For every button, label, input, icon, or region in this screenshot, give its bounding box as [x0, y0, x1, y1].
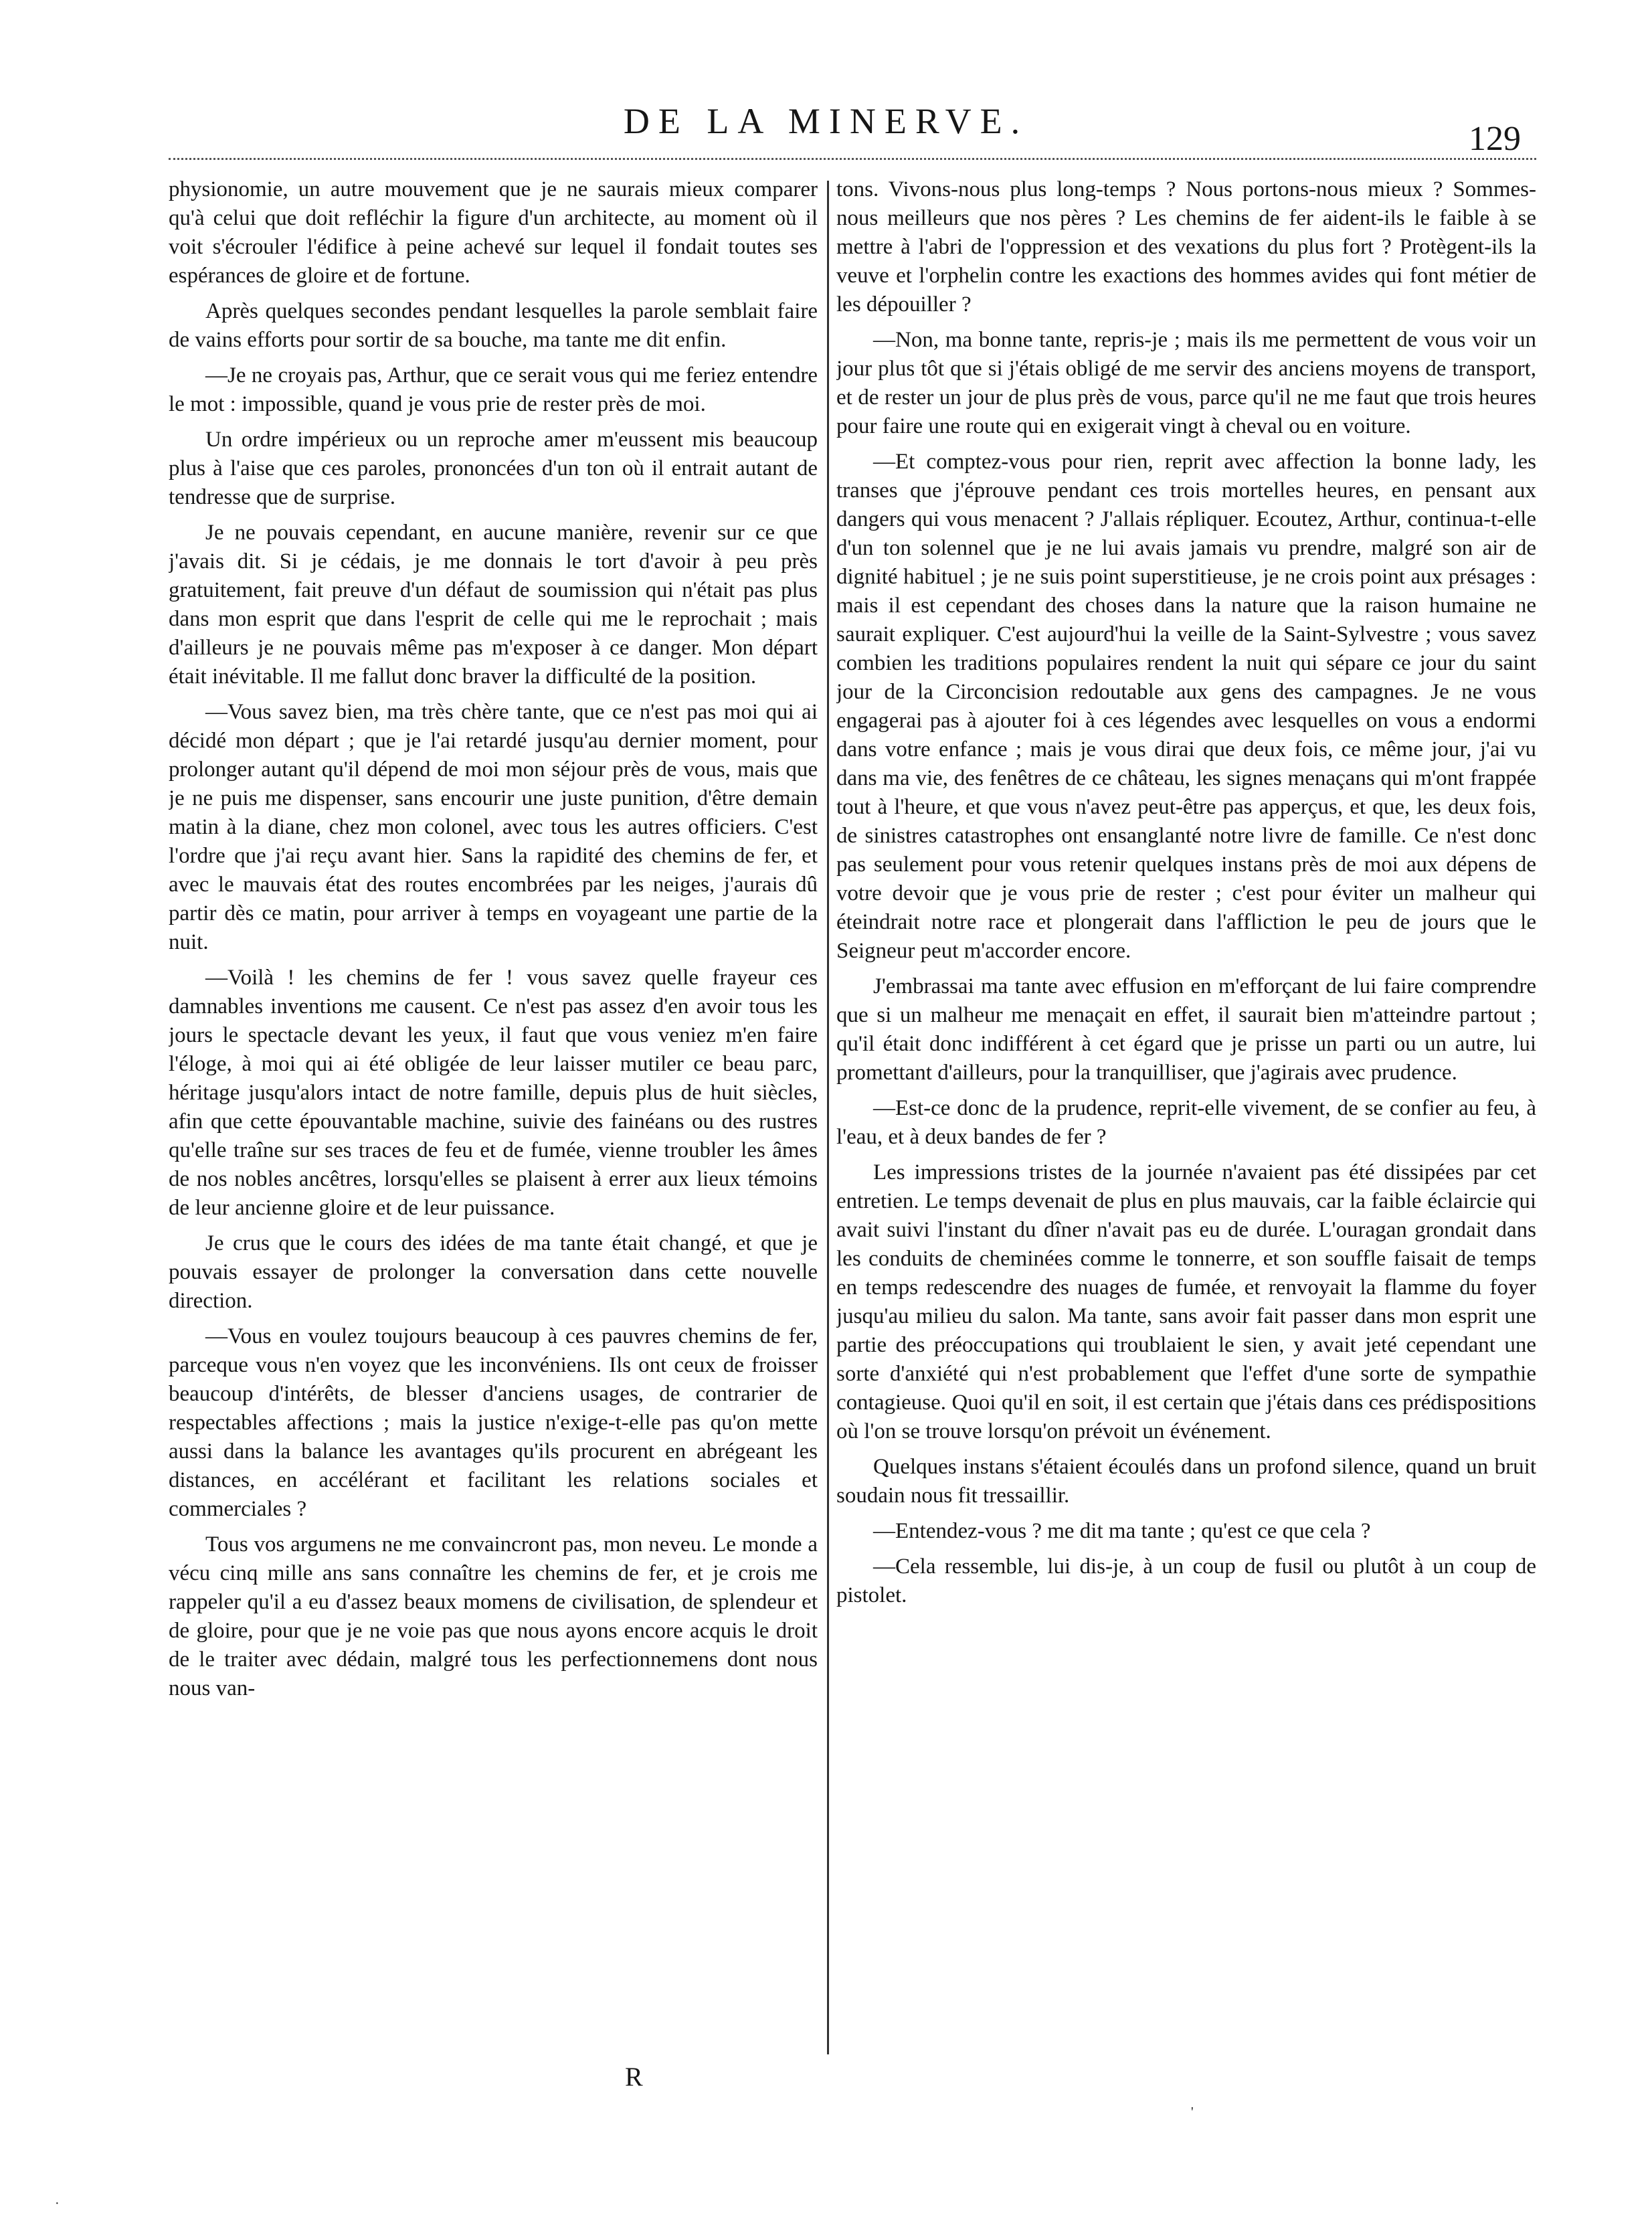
paragraph: —Est-ce donc de la prudence, reprit-elle vivement, de se confier au feu, à l'eau, et à deux bandes de fer ?	[836, 1096, 1536, 1149]
paragraph: —Vous savez bien, ma très chère tante, que ce n'est pas moi qui ai décidé mon départ ; que je l'ai retardé jusqu'au dernier moment, pour prolonger autant qu'il dépend de moi mon séjour près de vous, mais que je ne puis me dispenser, sans encourir une juste punition, d'être demain matin à la diane, chez mon colonel, avec tous les autres officiers. C'est l'ordre que j'ai reçu avant hier. Sans la rapidité des chemins de fer, et avec le mauvais état des routes encombrées par les neiges, j'aurais dû partir dès ce matin, pour arriver à temps en voyageant une partie de la nuit.	[169, 700, 818, 954]
paragraph: —Cela ressemble, lui dis-je, à un coup de fusil ou plutôt à un coup de pistolet.	[836, 1555, 1536, 1607]
paragraph: —Et comptez-vous pour rien, reprit avec affection la bonne lady, les transes que j'éprouve pendant ces trois mortelles heures, en pensant aux dangers qui vous menacent ? J'allais répliquer. Ecoutez, Arthur, continua-t-elle d'un ton solennel que je ne lui avais jamais vu prendre, malgré son air de dignité habituel ; je ne suis point superstitieuse, je ne crois point aux présages : mais il est cependant des choses dans la nature que la raison humaine ne saurait expliquer. C'est aujourd'hui la veille de la Saint-Sylvestre ; vous savez combien les traditions populaires rendent la nuit qui sépare ce jour du saint jour de la Circoncision redoutable aux gens des campagnes. Je ne vous engagerai pas à ajouter foi à ces légendes avec lesquelles on vous a endormi dans votre enfance ; mais je vous dirai que deux fois, ce même jour, j'ai vu dans ma vie, des fenêtres de ce château, les signes menaçans qui m'ont frappée tout à l'heure, et que vous n'avez peut-être pas apperçus, et que, les deux fois, de sinistres catastrophes ont ensanglanté notre livre de famille. Ce n'est donc pas seulement pour vous retenir quelques instans près de moi aux dépens de votre devoir que je vous prie de rester ; c'est pour éviter un malheur qui éteindrait notre race et plongerait dans l'affliction le peu de jours que le Seigneur peut m'accorder encore.	[836, 450, 1536, 963]
print-speck: '	[1191, 2105, 1194, 2119]
column-divider	[827, 181, 829, 2054]
paragraph: —Voilà ! les chemins de fer ! vous savez quelle frayeur ces damnables inventions me causent. Ce n'est pas assez d'en avoir tous les jours le spectacle devant les yeux, il faut que vous veniez m'en faire l'éloge, à moi qui ai été obligée de leur laisser mutiler ce beau parc, héritage jusqu'alors intact de notre famille, depuis plus de huit siècles, afin que cette épouvantable machine, suivie des fainéans ou des rustres qu'elle traîne sur ses traces de feu et de fumée, vienne troubler les âmes de nos nobles ancêtres, lorsqu'elles se plaisent à errer aux lieux témoins de leur ancienne gloire et de leur puissance.	[169, 966, 818, 1220]
paragraph: —Vous en voulez toujours beaucoup à ces pauvres chemins de fer, parceque vous n'en voyez que les inconvéniens. Ils ont ceux de froisser beaucoup d'intérêts, de blesser d'anciens usages, de contrarier de respectables affections ; mais la justice n'exige-t-elle pas qu'on mette aussi dans la balance les avantages qu'ils procurent en abrégeant les distances, en accélérant et facilitant les relations sociales et commerciales ?	[169, 1324, 818, 1521]
paragraph: physionomie, un autre mouvement que je ne saurais mieux comparer qu'à celui que doit refléchir la figure d'un architecte, au moment où il voit s'écrouler l'édifice à peine achevé sur lequel il fondait toutes ses espérances de gloire et de fortune.	[169, 177, 818, 288]
page-number: 129	[1469, 120, 1521, 158]
page-header	[0, 0, 1652, 161]
header-rule	[169, 158, 1536, 160]
paragraph: —Je ne croyais pas, Arthur, que ce serait vous qui me feriez entendre le mot : impossible, quand je vous prie de rester près de moi.	[169, 363, 818, 416]
paragraph: —Non, ma bonne tante, repris-je ; mais ils me permettent de vous voir un jour plus tôt que si j'étais obligé de me servir des anciens moyens de transport, et de rester un jour de plus près de vous, parce qu'il ne me faut que trois heures pour faire une route qui en exigerait vingt à cheval ou en voiture.	[836, 328, 1536, 438]
paragraph: Après quelques secondes pendant lesquelles la parole semblait faire de vains efforts pour sortir de sa bouche, ma tante me dit enfin.	[169, 299, 818, 352]
left-column	[169, 175, 818, 2059]
paragraph: Je crus que le cours des idées de ma tante était changé, et que je pouvais essayer de prolonger la conversation dans cette nouvelle direction.	[169, 1231, 818, 1313]
paragraph: Un ordre impérieux ou un reproche amer m'eussent mis beaucoup plus à l'aise que ces paroles, prononcées d'un ton où il entrait autant de tendresse que de surprise.	[169, 428, 818, 509]
paragraph: —Entendez-vous ? me dit ma tante ; qu'est ce que cela ?	[873, 1519, 1371, 1543]
paragraph: Tous vos argumens ne me convaincront pas, mon neveu. Le monde a vécu cinq mille ans sans connaître les chemins de fer, et je crois me rappeler qu'il a eu d'assez beaux momens de civilisation, de splendeur et de gloire, pour que je ne voie pas que nous ayons encore acquis le droit de le traiter avec dédain, malgré tous les perfectionnemens dont nous nous van-	[169, 1532, 818, 1700]
paragraph: Je ne pouvais cependant, en aucune manière, revenir sur ce que j'avais dit. Si je cédais, je me donnais le tort d'avoir à peu près gratuitement, fait preuve d'un défaut de soumission qui n'était pas plus dans mon esprit que dans l'esprit de celle qui me le reprochait ; mais d'ailleurs je ne pouvais même pas m'exposer à ce danger. Mon départ était inévitable. Il me fallut donc braver la difficulté de la position.	[169, 521, 818, 689]
running-title: DE LA MINERVE.	[623, 101, 1029, 141]
signature-mark: R	[625, 2062, 643, 2092]
paragraph: Les impressions tristes de la journée n'avaient pas été dissipées par cet entretien. Le temps devenait de plus en plus mauvais, car la faible éclaircie qui avait suivi l'instant du dîner n'avait pas eu de durée. L'ouragan grondait dans les conduits de cheminées comme le tonnerre, et son souffle faisait de temps en temps redescendre des nuages de fumée, et renvoyait la flamme du foyer jusqu'au milieu du salon. Ma tante, sans avoir fait passer dans mon esprit une partie des préoccupations qui troublaient le sien, y avait jeté cependant une sorte d'anxiété qui n'est probablement que l'effet d'une sorte de sympathie contagieuse. Quoi qu'il en soit, il est certain que j'étais dans ces prédispositions où l'on se trouve lorsqu'on prévoit un événement.	[836, 1160, 1536, 1443]
paragraph: Quelques instans s'étaient écoulés dans un profond silence, quand un bruit soudain nous fit tressaillir.	[836, 1455, 1536, 1508]
print-speck: ·	[55, 2196, 60, 2211]
right-column	[836, 175, 1536, 2059]
paragraph: J'embrassai ma tante avec effusion en m'efforçant de lui faire comprendre que si un malheur me menaçait en effet, il saurait bien m'atteindre partout ; qu'il était donc indifférent à cet égard que je prisse un parti ou un autre, lui promettant d'ailleurs, pour la tranquilliser, que j'agirais avec prudence.	[836, 974, 1536, 1085]
paragraph: tons. Vivons-nous plus long-temps ? Nous portons-nous mieux ? Sommes-nous meilleurs que nos pères ? Les chemins de fer aident-ils le faible à se mettre à l'abri de l'oppression et des vexations du plus fort ? Protègent-ils la veuve et l'orphelin contre les exactions des hommes avides qui font métier de les dépouiller ?	[836, 177, 1536, 317]
